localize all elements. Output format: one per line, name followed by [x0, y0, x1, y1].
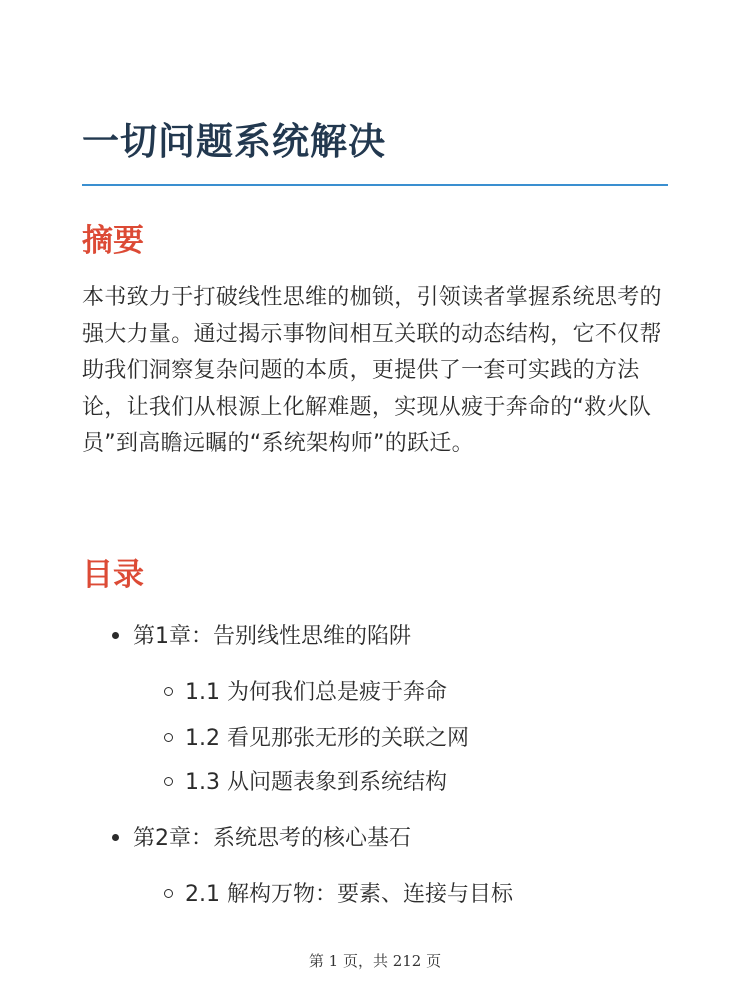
book-title: 一切问题系统解决 — [82, 120, 386, 163]
toc-section-label: 1.3 从问题表象到系统结构 — [185, 770, 447, 795]
toc-section-1-1 — [164, 676, 447, 710]
circle-bullet-icon — [164, 733, 173, 742]
toc-section-2-1 — [164, 878, 513, 912]
toc-section-1-3 — [164, 766, 447, 800]
toc-section-1-2 — [164, 722, 469, 756]
circle-bullet-icon — [164, 687, 173, 696]
page-footer: 第 1 页，共 212 页 — [308, 952, 442, 970]
toc-section-label: 1.2 看见那张无形的关联之网 — [185, 726, 469, 751]
bullet-icon — [112, 834, 119, 841]
summary-paragraph: 本书致力于打破线性思维的枷锁，引领读者掌握系统思考的强大力量。通过揭示事物间相互关联的动态结构，它不仅帮助我们洞察复杂问题的本质，更提供了一套可实践的方法论，让我们从根源上化解难题，实现从疲于奔命的“救火队员”到高瞻远瞩的“系统架构师”的跃迁。 — [82, 285, 662, 456]
toc-heading: 目录 — [82, 557, 144, 593]
circle-bullet-icon — [164, 889, 173, 898]
toc-chapter-2 — [112, 822, 411, 856]
summary-heading: 摘要 — [82, 223, 144, 259]
circle-bullet-icon — [164, 777, 173, 786]
toc-chapter-label: 第1章：告别线性思维的陷阱 — [133, 624, 411, 649]
toc-chapter-label: 第2章：系统思考的核心基石 — [133, 826, 411, 851]
bullet-icon — [112, 632, 119, 639]
toc-chapter-1 — [112, 620, 411, 654]
toc-section-label: 1.1 为何我们总是疲于奔命 — [185, 680, 447, 705]
toc-section-label: 2.1 解构万物：要素、连接与目标 — [185, 882, 513, 907]
